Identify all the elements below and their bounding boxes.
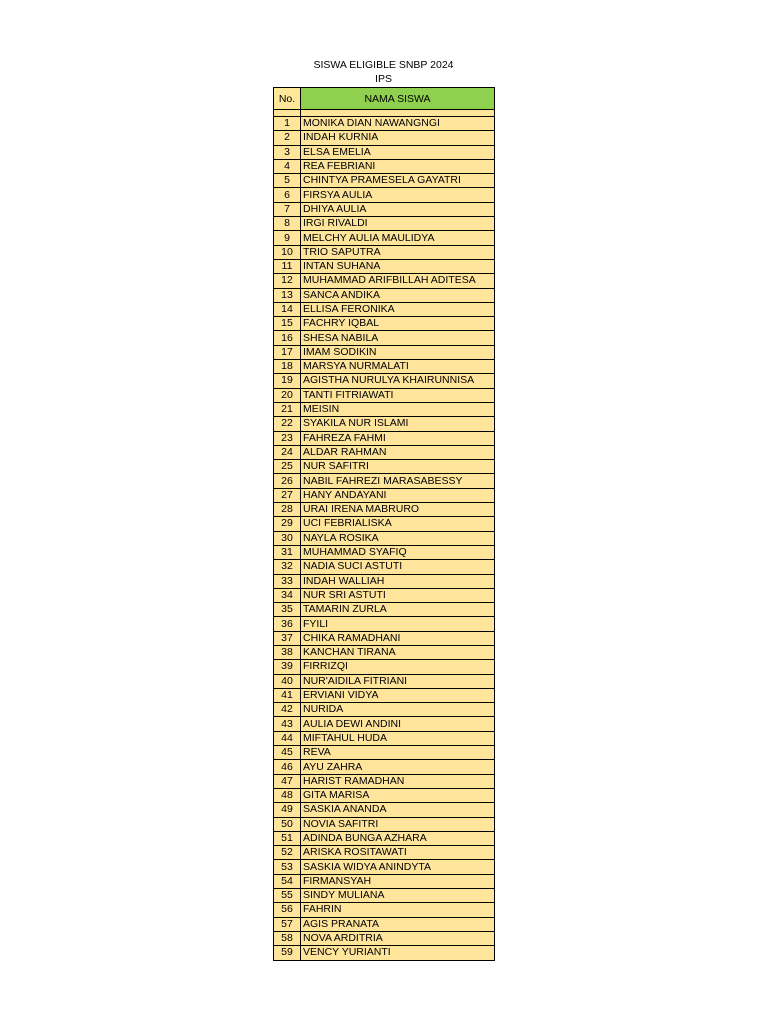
student-name: REA FEBRIANI [301, 159, 495, 173]
row-number: 27 [274, 488, 301, 502]
table-row [274, 460, 495, 474]
student-name: CHIKA RAMADHANI [301, 631, 495, 645]
student-name: MUHAMMAD ARIFBILLAH ADITESA [301, 274, 495, 288]
student-name: AGIS PRANATA [301, 917, 495, 931]
spacer-row [274, 110, 495, 117]
row-number: 2 [274, 131, 301, 145]
table-row [274, 688, 495, 702]
table-row [274, 717, 495, 731]
student-name: VENCY YURIANTI [301, 946, 495, 960]
student-name: TANTI FITRIAWATI [301, 388, 495, 402]
student-name: URAI IRENA MABRURO [301, 503, 495, 517]
row-number: 54 [274, 874, 301, 888]
table-row [274, 874, 495, 888]
row-number: 3 [274, 145, 301, 159]
document-subtitle: IPS [375, 73, 392, 85]
table-row [274, 817, 495, 831]
row-number: 59 [274, 946, 301, 960]
table-row [274, 288, 495, 302]
row-number: 7 [274, 202, 301, 216]
table-row [274, 174, 495, 188]
table-row [274, 417, 495, 431]
table-row [274, 345, 495, 359]
student-name: NOVA ARDITRIA [301, 931, 495, 945]
table-row [274, 846, 495, 860]
student-name: GITA MARISA [301, 788, 495, 802]
student-name: AULIA DEWI ANDINI [301, 717, 495, 731]
table-row [274, 388, 495, 402]
row-number: 32 [274, 560, 301, 574]
row-number: 46 [274, 760, 301, 774]
column-header-name: NAMA SISWA [301, 88, 495, 110]
student-name: NUR SAFITRI [301, 460, 495, 474]
table-row [274, 803, 495, 817]
row-number: 55 [274, 889, 301, 903]
student-name: NADIA SUCI ASTUTI [301, 560, 495, 574]
student-name: NABIL FAHREZI MARASABESSY [301, 474, 495, 488]
student-name: REVA [301, 746, 495, 760]
student-name: FACHRY IQBAL [301, 317, 495, 331]
row-number: 52 [274, 846, 301, 860]
row-number: 4 [274, 159, 301, 173]
table-row [274, 145, 495, 159]
student-name: ELSA EMELIA [301, 145, 495, 159]
student-name: MONIKA DIAN NAWANGNGI [301, 117, 495, 131]
student-name: AYU ZAHRA [301, 760, 495, 774]
row-number: 36 [274, 617, 301, 631]
row-number: 22 [274, 417, 301, 431]
table-row [274, 731, 495, 745]
column-header-no: No. [274, 88, 301, 110]
table-row [274, 231, 495, 245]
table-row [274, 660, 495, 674]
row-number: 30 [274, 531, 301, 545]
student-name: MUHAMMAD SYAFIQ [301, 545, 495, 559]
row-number: 49 [274, 803, 301, 817]
student-table [273, 87, 495, 961]
student-name: MARSYA NURMALATI [301, 360, 495, 374]
row-number: 21 [274, 402, 301, 416]
row-number: 48 [274, 788, 301, 802]
student-name: ELLISA FERONIKA [301, 302, 495, 316]
student-name: UCI FEBRIALISKA [301, 517, 495, 531]
table-row [274, 131, 495, 145]
table-row [274, 889, 495, 903]
row-number: 20 [274, 388, 301, 402]
row-number: 39 [274, 660, 301, 674]
row-number: 31 [274, 545, 301, 559]
table-row [274, 674, 495, 688]
table-row [274, 474, 495, 488]
row-number: 44 [274, 731, 301, 745]
row-number: 45 [274, 746, 301, 760]
table-row [274, 588, 495, 602]
table-row [274, 946, 495, 960]
row-number: 33 [274, 574, 301, 588]
table-row [274, 259, 495, 273]
student-name: HARIST RAMADHAN [301, 774, 495, 788]
table-header [274, 88, 495, 110]
student-name: ERVIANI VIDYA [301, 688, 495, 702]
student-name: SANCA ANDIKA [301, 288, 495, 302]
table-row [274, 445, 495, 459]
row-number: 18 [274, 360, 301, 374]
row-number: 11 [274, 259, 301, 273]
student-name: ARISKA ROSITAWATI [301, 846, 495, 860]
table-row [274, 159, 495, 173]
table-row [274, 903, 495, 917]
row-number: 43 [274, 717, 301, 731]
row-number: 47 [274, 774, 301, 788]
table-row [274, 703, 495, 717]
student-name: ADINDA BUNGA AZHARA [301, 831, 495, 845]
student-name: SINDY MULIANA [301, 889, 495, 903]
row-number: 8 [274, 217, 301, 231]
table-row [274, 917, 495, 931]
table-row [274, 788, 495, 802]
row-number: 5 [274, 174, 301, 188]
row-number: 19 [274, 374, 301, 388]
student-name: FIRRIZQI [301, 660, 495, 674]
table-body [274, 117, 495, 961]
row-number: 10 [274, 245, 301, 259]
row-number: 34 [274, 588, 301, 602]
table-row [274, 245, 495, 259]
row-number: 9 [274, 231, 301, 245]
table-row [274, 645, 495, 659]
row-number: 35 [274, 603, 301, 617]
student-name: ALDAR RAHMAN [301, 445, 495, 459]
table-row [274, 317, 495, 331]
student-name: MELCHY AULIA MAULIDYA [301, 231, 495, 245]
table-row [274, 746, 495, 760]
student-name: NURIDA [301, 703, 495, 717]
row-number: 41 [274, 688, 301, 702]
row-number: 58 [274, 931, 301, 945]
table-row [274, 302, 495, 316]
student-name: DHIYA AULIA [301, 202, 495, 216]
row-number: 1 [274, 117, 301, 131]
student-name: IMAM SODIKIN [301, 345, 495, 359]
table-row [274, 402, 495, 416]
table-row [274, 545, 495, 559]
table-row [274, 374, 495, 388]
header-row [274, 88, 495, 110]
table-row [274, 603, 495, 617]
table-row [274, 617, 495, 631]
row-number: 14 [274, 302, 301, 316]
student-name: FIRSYA AULIA [301, 188, 495, 202]
student-name: FYILI [301, 617, 495, 631]
row-number: 24 [274, 445, 301, 459]
row-number: 28 [274, 503, 301, 517]
row-number: 51 [274, 831, 301, 845]
row-number: 38 [274, 645, 301, 659]
student-name: NOVIA SAFITRI [301, 817, 495, 831]
spacer-cell [274, 110, 301, 117]
table-row [274, 531, 495, 545]
document-title: SISWA ELIGIBLE SNBP 2024 [313, 59, 454, 71]
row-number: 29 [274, 517, 301, 531]
student-name: INDAH KURNIA [301, 131, 495, 145]
table-row [274, 488, 495, 502]
student-name: IRGI RIVALDI [301, 217, 495, 231]
student-name: KANCHAN TIRANA [301, 645, 495, 659]
student-name: CHINTYA PRAMESELA GAYATRI [301, 174, 495, 188]
row-number: 40 [274, 674, 301, 688]
row-number: 26 [274, 474, 301, 488]
student-name: SASKIA WIDYA ANINDYTA [301, 860, 495, 874]
student-name: NAYLA ROSIKA [301, 531, 495, 545]
student-name: MIFTAHUL HUDA [301, 731, 495, 745]
table-row [274, 188, 495, 202]
spacer-cell [301, 110, 495, 117]
row-number: 53 [274, 860, 301, 874]
row-number: 25 [274, 460, 301, 474]
table-row [274, 931, 495, 945]
student-name: FAHRIN [301, 903, 495, 917]
row-number: 16 [274, 331, 301, 345]
student-name: INTAN SUHANA [301, 259, 495, 273]
table-row [274, 560, 495, 574]
row-number: 17 [274, 345, 301, 359]
table-row [274, 517, 495, 531]
row-number: 15 [274, 317, 301, 331]
student-name: NUR SRI ASTUTI [301, 588, 495, 602]
row-number: 23 [274, 431, 301, 445]
table-row [274, 503, 495, 517]
table-spacer [274, 110, 495, 117]
table-row [274, 274, 495, 288]
row-number: 57 [274, 917, 301, 931]
row-number: 56 [274, 903, 301, 917]
table-row [274, 360, 495, 374]
table-row [274, 217, 495, 231]
table-row [274, 117, 495, 131]
student-name: TRIO SAPUTRA [301, 245, 495, 259]
student-name: MEISIN [301, 402, 495, 416]
student-name: NUR'AIDILA FITRIANI [301, 674, 495, 688]
table-row [274, 631, 495, 645]
row-number: 37 [274, 631, 301, 645]
table-row [274, 860, 495, 874]
row-number: 42 [274, 703, 301, 717]
student-name: TAMARIN ZURLA [301, 603, 495, 617]
table-row [274, 431, 495, 445]
table-row [274, 574, 495, 588]
table-row [274, 831, 495, 845]
table-row [274, 774, 495, 788]
student-name: INDAH WALLIAH [301, 574, 495, 588]
row-number: 13 [274, 288, 301, 302]
student-name: FAHREZA FAHMI [301, 431, 495, 445]
student-name: AGISTHA NURULYA KHAIRUNNISA [301, 374, 495, 388]
student-name: SYAKILA NUR ISLAMI [301, 417, 495, 431]
table-row [274, 202, 495, 216]
student-name: SASKIA ANANDA [301, 803, 495, 817]
row-number: 12 [274, 274, 301, 288]
row-number: 50 [274, 817, 301, 831]
table-row [274, 760, 495, 774]
row-number: 6 [274, 188, 301, 202]
student-name: HANY ANDAYANI [301, 488, 495, 502]
table-row [274, 331, 495, 345]
student-name: FIRMANSYAH [301, 874, 495, 888]
student-name: SHESA NABILA [301, 331, 495, 345]
